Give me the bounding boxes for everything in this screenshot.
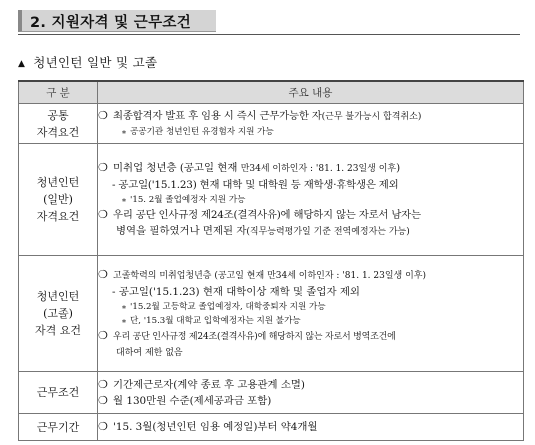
subheading — [18, 53, 157, 71]
asterisk-icon: ⁎ — [122, 315, 126, 325]
circle-bullet-icon: ❍ — [98, 207, 108, 221]
circle-bullet-icon: ❍ — [98, 328, 108, 342]
content-general: ❍ 미취업 청년층 (공고일 현재 만34세 이하인자 : '81. 1. 23일생 이후) - 공고일('15.1.23) 현재 대학 및 대학원 등 재학생·휴학생은 제외 ⁎ '15. 2월 졸업예정자 지원 가능 ❍ 우리 공단 인사규정 제24조(결격사유)에 해당하지 않는 자로서 남자는 병역을 필하였거나 면제된 자(직무능력평가일 기준 전역예정자는 가능) — [98, 144, 524, 256]
circle-bullet-icon: ❍ — [98, 160, 108, 174]
table-row-general — [19, 144, 524, 256]
title-divider — [18, 34, 520, 35]
category-period: 근무기간 — [19, 414, 98, 441]
circle-bullet-icon: ❍ — [98, 420, 108, 433]
table-row-highschool — [19, 256, 524, 372]
content-common: ❍ 최종합격자 발표 후 임용 시 즉시 근무가능한 자(근무 불가능시 합격취소) ⁎ 공공기관 청년인턴 유경험자 지원 가능 — [98, 104, 524, 144]
content-conditions: ❍ 기간제근로자(계약 종료 후 고용관계 소멸) ❍ 월 130만원 수준(제세공과금 포함) — [98, 372, 524, 414]
content-highschool: ❍ 고졸학력의 미취업청년층 (공고일 현재 만34세 이하인자 : '81. 1. 23일생 이후) - 공고일('15.1.23) 현재 대학이상 재학 및 졸업자 제외 ⁎ '15.2월 고등학교 졸업예정자, 대학중퇴자 지원 가능 ⁎ 단, '15.3월 대학교 입학예정자는 지원 불가능 ❍ 우리 공단 인사규정 제24조(결격사유)에 해당하지 않는 자로서 병역조건에 대하여 제한 없음 — [98, 256, 524, 372]
circle-bullet-icon: ❍ — [98, 393, 108, 407]
circle-bullet-icon: ❍ — [98, 267, 108, 281]
qualifications-table — [18, 80, 524, 441]
table-header-row — [19, 81, 524, 104]
asterisk-icon: ⁎ — [122, 301, 126, 311]
table-row-common — [19, 104, 524, 144]
asterisk-icon: ⁎ — [122, 127, 126, 136]
asterisk-icon: ⁎ — [122, 194, 126, 204]
section-title: 2. 지원자격 및 근무조건 — [30, 15, 192, 31]
header-content: 주요 내용 — [98, 81, 524, 104]
category-general: 청년인턴 (일반) 자격요건 — [19, 144, 98, 256]
triangle-bullet-icon: ▲ — [18, 59, 26, 69]
category-highschool: 청년인턴 (고졸) 자격 요건 — [19, 256, 98, 372]
header-category: 구 분 — [19, 81, 98, 104]
content-period: ❍ '15. 3월(청년인턴 임용 예정일)부터 약4개월 — [98, 414, 524, 441]
table-row-conditions — [19, 372, 524, 414]
category-common: 공통 자격요건 — [19, 104, 98, 144]
subheading-text: 청년인턴 일반 및 고졸 — [33, 55, 158, 70]
category-conditions: 근무조건 — [19, 372, 98, 414]
table-row-period — [19, 414, 524, 441]
circle-bullet-icon: ❍ — [98, 377, 108, 391]
circle-bullet-icon: ❍ — [98, 109, 108, 122]
